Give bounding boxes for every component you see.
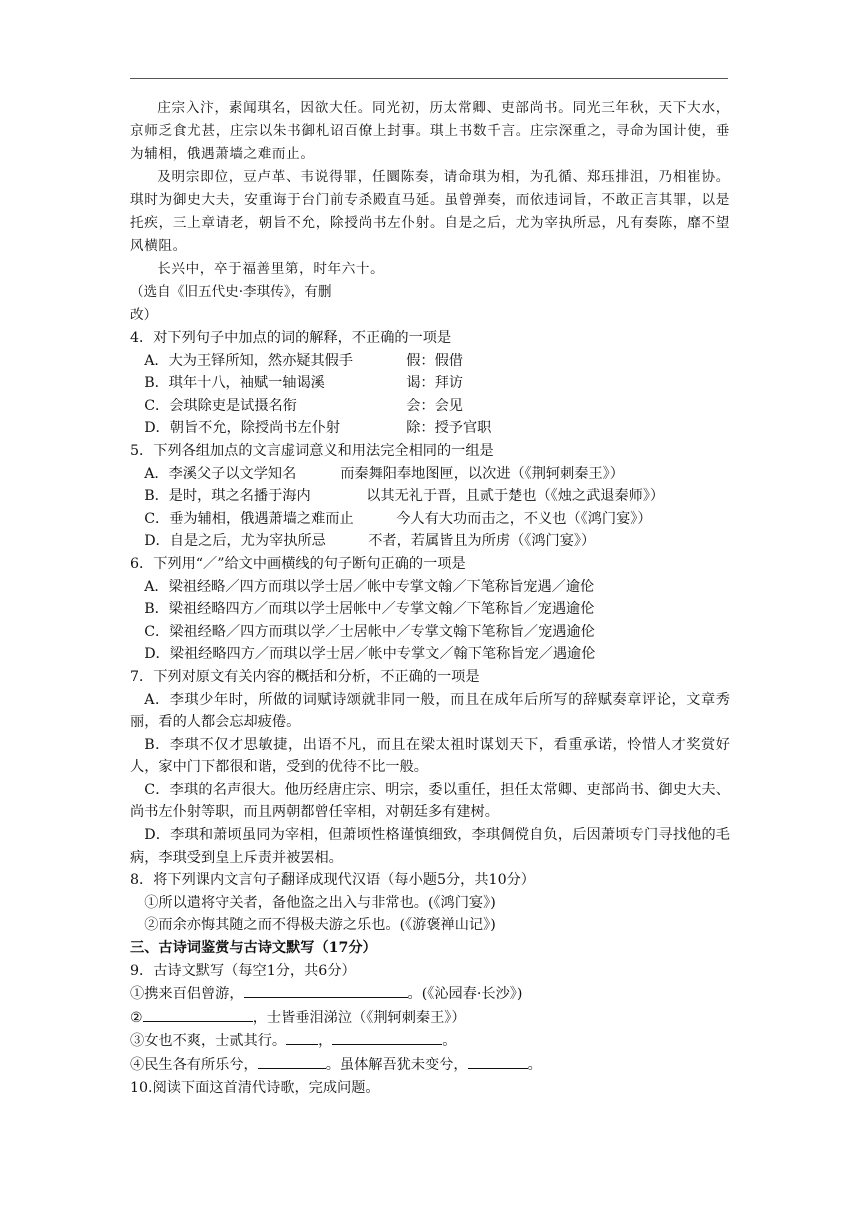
question-6-option-b: B．梁祖经略四方／而琪以学士居帐中／专掌文翰／下笔称旨／宠遇逾伦 bbox=[144, 601, 595, 618]
line-text: ， bbox=[318, 1033, 333, 1050]
question-6-option-a: A．梁祖经略／四方而琪以学士居／帐中专掌文翰／下笔称旨宠遇／逾伦 bbox=[144, 578, 595, 595]
option-sentence: B．琪年十八，袖赋一轴谒溪 bbox=[144, 375, 325, 392]
question-7-option-a: A．李琪少年时，所做的词赋诗颂就非同一般，而且在成年后所写的辞赋奏章评论，文章秀丽，看的人都会忘却疲倦。 bbox=[130, 691, 730, 731]
question-9-stem: 9．古诗文默写（每空1分，共6分） bbox=[130, 962, 356, 979]
option-second: 不者，若属皆且为所虏（《鸿门宴》） bbox=[368, 533, 596, 550]
question-7-stem: 7．下列对原文有关内容的概括和分析，不正确的一项是 bbox=[130, 668, 480, 685]
option-gloss: 假：假借 bbox=[406, 352, 463, 369]
source-line-2: 改） bbox=[130, 307, 158, 323]
option-first: A．李溪父子以文学知名 bbox=[144, 465, 297, 482]
passage-paragraph-1: 庄宗入汴，素闻琪名，因欲大任。同光初，历太常卿、吏部尚书。同光三年秋，天下大水，京师乏食尤甚，庄宗以朱书御札诏百僚上封事。琪上书数千言。庄宗深重之，寻命为国计使，垂为辅相，俄遇萧墙之难而止。 bbox=[130, 100, 730, 162]
option-sentence: A．大为王铎所知，然亦疑其假手 bbox=[144, 352, 354, 369]
option-sentence: D．朝旨不允，除授尚书左仆射 bbox=[144, 420, 341, 437]
option-gloss: 会：会见 bbox=[406, 397, 463, 414]
question-4-option-c bbox=[130, 395, 730, 418]
section-3-title: 三、古诗词鉴赏与古诗文默写（17分） bbox=[130, 940, 377, 957]
question-5-option-b bbox=[130, 485, 730, 508]
question-9 bbox=[130, 960, 730, 1077]
answer-blank-6[interactable] bbox=[468, 1053, 528, 1069]
question-4-option-d bbox=[130, 417, 730, 440]
line-text: 。 bbox=[442, 1033, 457, 1050]
passage bbox=[130, 97, 730, 327]
question-6-stem: 6．下列用“／”给文中画横线的句子断句正确的一项是 bbox=[130, 555, 466, 572]
question-9-line-2 bbox=[130, 1006, 730, 1030]
question-7 bbox=[130, 666, 730, 869]
question-6-option-d: D．梁祖经略四方／而琪以学士居／帐中专掌文／翰下笔称旨宠／遇逾伦 bbox=[144, 646, 596, 663]
source-line-1: （选自《旧五代史·李琪传》，有删 bbox=[130, 284, 332, 300]
question-5 bbox=[130, 440, 730, 553]
header-rule bbox=[130, 78, 728, 79]
option-second: 今人有大功而击之，不义也（《鸿门宴》） bbox=[396, 510, 652, 527]
exam-page bbox=[130, 97, 730, 1099]
line-text: ，士皆垂泪涕泣（《荆轲刺秦王》） bbox=[252, 1009, 466, 1026]
answer-blank-3[interactable] bbox=[286, 1029, 318, 1045]
question-8-item-2: ②而余亦悔其随之而不得极夫游之乐也。(《游褒禅山记》) bbox=[144, 917, 496, 934]
answer-blank-2[interactable] bbox=[143, 1006, 253, 1022]
line-text: 。虽体解吾犹未变兮， bbox=[325, 1057, 468, 1073]
passage-paragraph-3: 长兴中，卒于福善里第，时年六十。 bbox=[157, 261, 385, 277]
line-text: ③女也不爽，士贰其行。 bbox=[130, 1033, 287, 1050]
question-10-stem: 10.阅读下面这首清代诗歌，完成问题。 bbox=[130, 1079, 380, 1096]
passage-paragraph-2: 及明宗即位，豆卢革、韦说得罪，任圜陈奏，请命琪为相，为孔循、郑珏排沮，乃相崔协。琪时为御史大夫，安重诲于台门前专杀殿直马延。虽曾弹奏，而依违词旨，不敢正言其罪，以是托疾，三上章请老，朝旨不允，除授尚书左仆射。自是之后，尤为宰执所忌，凡有奏陈，靡不望风横阻。 bbox=[130, 169, 730, 254]
answer-blank-5[interactable] bbox=[258, 1053, 326, 1069]
question-9-line-4 bbox=[130, 1053, 730, 1077]
line-text: 。 bbox=[527, 1057, 542, 1073]
line-text: ② bbox=[130, 1009, 143, 1026]
question-8-item-1: ①所以遣将守关者，备他盗之出入与非常也。(《鸿门宴》) bbox=[144, 894, 496, 911]
question-9-line-1 bbox=[130, 982, 730, 1006]
question-4 bbox=[130, 327, 730, 440]
answer-blank-4[interactable] bbox=[332, 1029, 442, 1045]
question-7-option-d: D．李琪和萧顷虽同为宰相，但萧顷性格谨慎细致，李琪倜傥自负，后因萧顷专门寻找他的毛病，李琪受到皇上斥责并被罢相。 bbox=[130, 827, 730, 866]
option-first: D．自是之后，尤为宰执所忌 bbox=[144, 533, 326, 550]
option-second: 而秦舞阳奉地图匣，以次进（《荆轲刺秦王》） bbox=[340, 465, 624, 482]
option-first: C．垂为辅相，俄遇萧墙之难而止 bbox=[144, 510, 354, 527]
question-8 bbox=[130, 869, 730, 937]
option-second: 以其无礼于晋，且贰于楚也（《烛之武退秦师》） bbox=[366, 488, 665, 505]
question-4-option-b bbox=[130, 372, 730, 395]
passage-source bbox=[130, 281, 730, 327]
question-4-stem: 4．对下列句子中加点的词的解释，不正确的一项是 bbox=[130, 330, 452, 346]
question-5-option-a bbox=[130, 463, 730, 486]
question-4-option-a bbox=[130, 350, 730, 373]
question-5-stem: 5．下列各组加点的文言虚词意义和用法完全相同的一组是 bbox=[130, 442, 494, 459]
question-8-stem: 8．将下列课内文言句子翻译成现代汉语（每小题5分，共10分） bbox=[130, 872, 535, 889]
answer-blank-1[interactable] bbox=[244, 982, 408, 998]
question-6 bbox=[130, 553, 730, 666]
question-5-option-d bbox=[130, 530, 730, 553]
option-first: B．是时，琪之名播于海内 bbox=[144, 488, 311, 505]
question-6-option-c: C．梁祖经略／四方而琪以学／士居帐中／专掌文翰下笔称旨／宠遇逾伦 bbox=[144, 623, 595, 640]
line-text: ①携来百侣曾游， bbox=[130, 986, 244, 1003]
option-gloss: 谒：拜访 bbox=[406, 375, 463, 392]
question-7-option-c: C．李琪的名声很大。他历经唐庄宗、明宗，委以重任，担任太常卿、吏部尚书、御史大夫、尚书左仆射等职，而且两朝都曾任宰相，对朝廷多有建树。 bbox=[130, 781, 730, 821]
option-gloss: 除：授予官职 bbox=[406, 420, 492, 437]
question-9-line-3 bbox=[130, 1029, 730, 1053]
line-text: ④民生各有所乐兮， bbox=[130, 1057, 258, 1073]
option-sentence: C．会琪除吏是试摄名衔 bbox=[144, 397, 297, 414]
question-7-option-b: B．李琪不仅才思敏捷，出语不凡，而且在梁太祖时谋划天下，看重承诺，怜惜人才奖赏好人，家中门下都很和谐，受到的优待不比一般。 bbox=[130, 736, 730, 776]
question-5-option-c bbox=[130, 508, 730, 531]
line-text: 。(《沁园春·长沙》) bbox=[407, 986, 523, 1003]
